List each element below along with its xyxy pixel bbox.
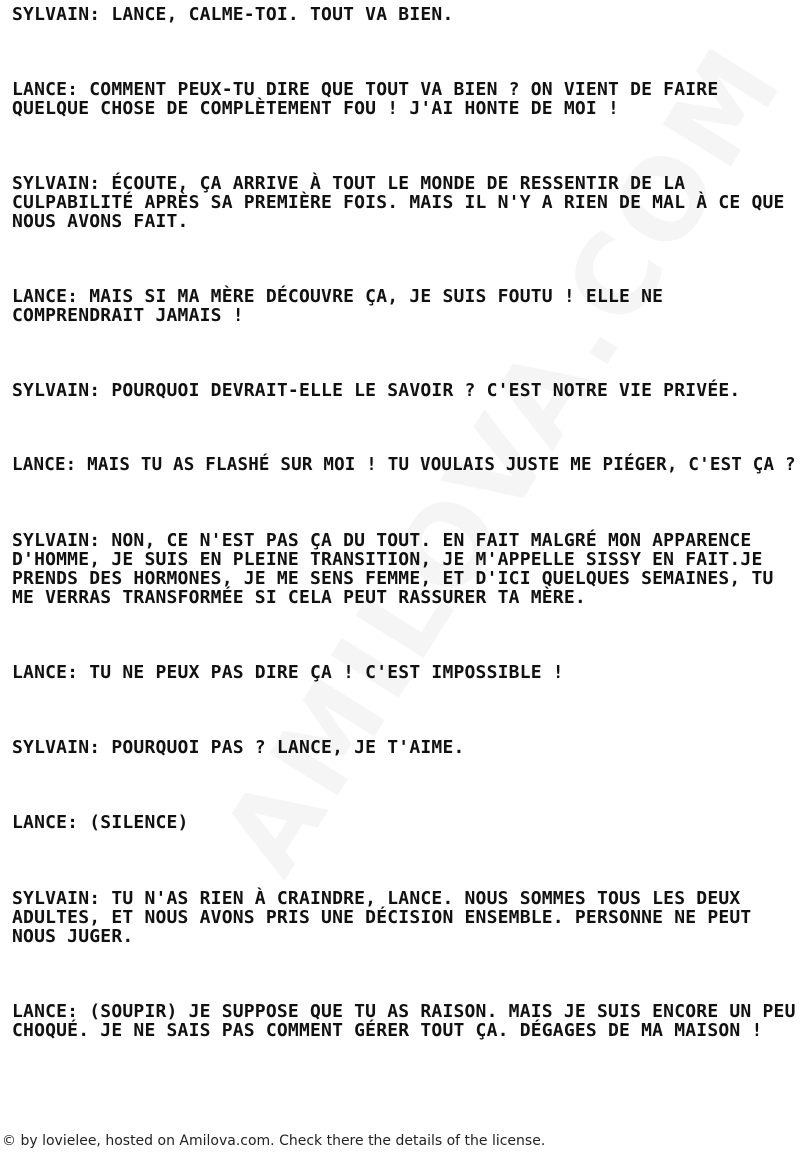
- dialogue-line: COMPRENDRAIT JAMAIS !: [12, 305, 244, 326]
- dialogue-line: SYLVAIN: ÉCOUTE, ÇA ARRIVE À TOUT LE MONDE DE RESSENTIR DE LA: [12, 173, 686, 194]
- dialogue-line: SYLVAIN: NON, CE N'EST PAS ÇA DU TOUT. EN FAIT MALGRÉ MON APPARENCE: [12, 530, 752, 551]
- dialogue-line: QUELQUE CHOSE DE COMPLÈTEMENT FOU ! J'AI HONTE DE MOI !: [12, 98, 620, 119]
- dialogue-line: LANCE: MAIS SI MA MÈRE DÉCOUVRE ÇA, JE SUIS FOUTU ! ELLE NE: [12, 286, 664, 307]
- dialogue-line: CULPABILITÉ APRÈS SA PREMIÈRE FOIS. MAIS IL N'Y A RIEN DE MAL À CE QUE: [12, 192, 785, 213]
- dialogue-line: SYLVAIN: TU N'AS RIEN À CRAINDRE, LANCE. NOUS SOMMES TOUS LES DEUX: [12, 888, 741, 909]
- dialogue-line: SYLVAIN: POURQUOI PAS ? LANCE, JE T'AIME.: [12, 737, 465, 758]
- dialogue-line: NOUS JUGER.: [12, 926, 134, 947]
- dialogue-line: LANCE: (SOUPIR) JE SUPPOSE QUE TU AS RAISON. MAIS JE SUIS ENCORE UN PEU: [12, 1001, 796, 1022]
- dialogue-line: PRENDS DES HORMONES, JE ME SENS FEMME, ET D'ICI QUELQUES SEMAINES, TU: [12, 568, 774, 589]
- dialogue-line: D'HOMME, JE SUIS EN PLEINE TRANSITION, JE M'APPELLE SISSY EN FAIT.JE: [12, 549, 763, 570]
- dialogue-line: ADULTES, ET NOUS AVONS PRIS UNE DÉCISION ENSEMBLE. PERSONNE NE PEUT: [12, 907, 752, 928]
- license-footer: © by lovielee, hosted on Amilova.com. Check there the details of the license.: [2, 1133, 546, 1149]
- dialogue-line: SYLVAIN: LANCE, CALME-TOI. TOUT VA BIEN.: [12, 4, 454, 25]
- dialogue-line: CHOQUÉ. JE NE SAIS PAS COMMENT GÉRER TOUT ÇA. DÉGAGES DE MA MAISON !: [12, 1020, 763, 1041]
- dialogue-line: LANCE: COMMENT PEUX-TU DIRE QUE TOUT VA BIEN ? ON VIENT DE FAIRE: [12, 79, 719, 100]
- dialogue-line: NOUS AVONS FAIT.: [12, 211, 189, 232]
- dialogue-line: SYLVAIN: POURQUOI DEVRAIT-ELLE LE SAVOIR ? C'EST NOTRE VIE PRIVÉE.: [12, 380, 741, 401]
- dialogue-line: ME VERRAS TRANSFORMÉE SI CELA PEUT RASSURER TA MÈRE.: [12, 587, 586, 608]
- dialogue-line: LANCE: MAIS TU AS FLASHÉ SUR MOI ! TU VOULAIS JUSTE ME PIÉGER, C'EST ÇA ?: [12, 455, 796, 475]
- dialogue-line: LANCE: (SILENCE): [12, 812, 189, 833]
- dialogue-line: LANCE: TU NE PEUX PAS DIRE ÇA ! C'EST IMPOSSIBLE !: [12, 662, 564, 683]
